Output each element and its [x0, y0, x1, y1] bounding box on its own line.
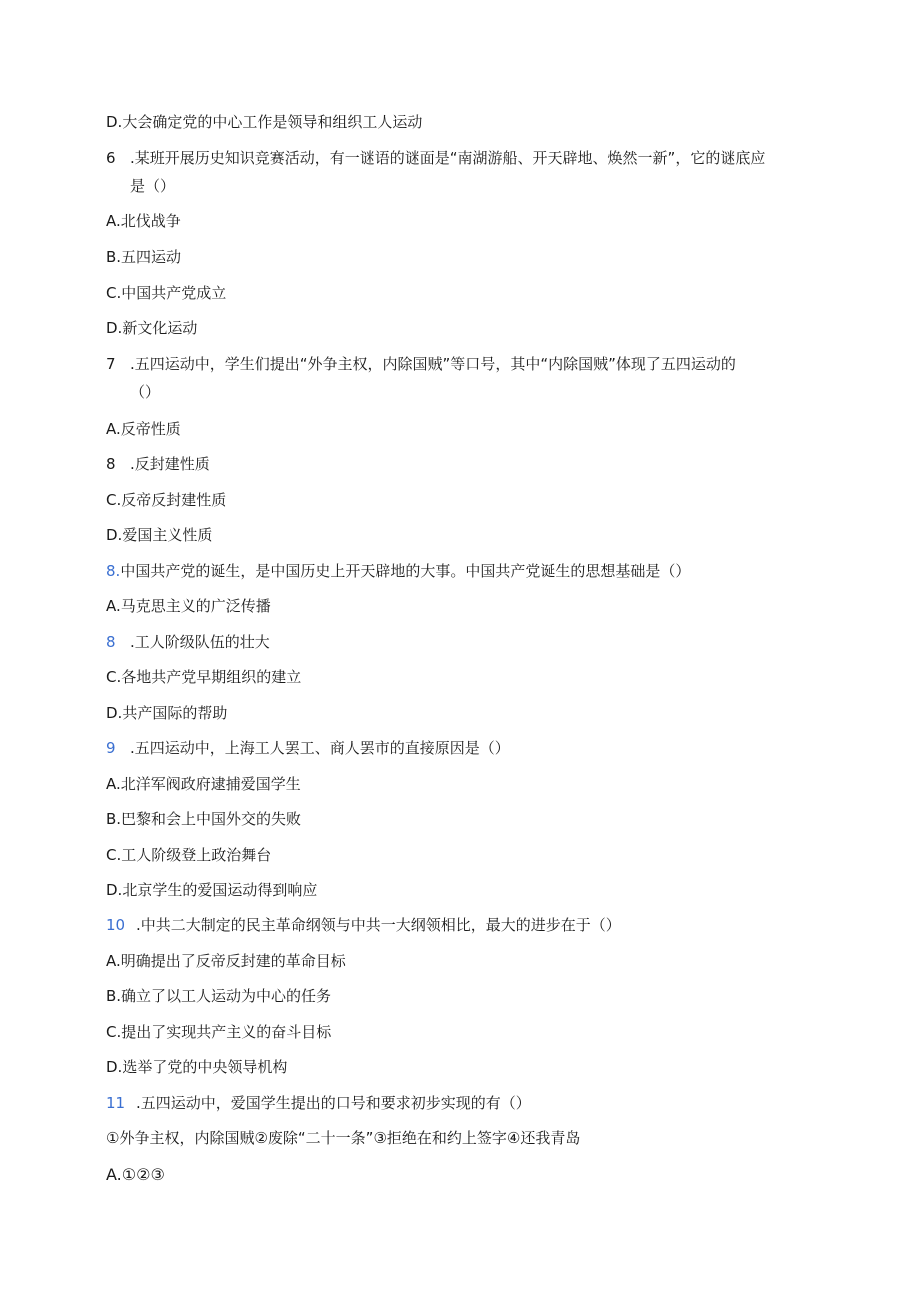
q7-text: .五四运动中，学生们提出“外争主权，内除国贼”等口号，其中“内除国贼”体现了五四运动的 [130, 355, 736, 373]
q10-number: 10 [106, 916, 126, 934]
q10-option-a: A.明确提出了反帝反封建的革命目标 [106, 952, 346, 970]
q7-option-d: D.爱国主义性质 [106, 526, 213, 544]
q8-number: 8. [106, 562, 121, 580]
q7-stem [106, 354, 736, 374]
q9-option-d: D.北京学生的爱国运动得到响应 [106, 881, 318, 899]
q8-option-c: C.各地共产党早期组织的建立 [106, 668, 302, 686]
q9-option-a: A.北洋军阀政府逮捕爱国学生 [106, 775, 301, 793]
q10-stem [106, 915, 621, 935]
q8-option-a: A.马克思主义的广泛传播 [106, 597, 271, 615]
q6-text: .某班开展历史知识竞赛活动，有一谜语的谜面是“南湖游船、开天辟地、焕然一新”，它的谜底应 [130, 149, 766, 167]
q11-text: .五四运动中，爱国学生提出的口号和要求初步实现的有（） [136, 1094, 531, 1112]
q10-option-b: B.确立了以工人运动为中心的任务 [106, 987, 332, 1005]
q8-option-b-text: .工人阶级队伍的壮大 [130, 633, 270, 651]
q6-option-c: C.中国共产党成立 [106, 284, 227, 302]
q9-option-c: C.工人阶级登上政治舞台 [106, 846, 272, 864]
q9-number: 9 [106, 739, 116, 757]
q11-option-a: A.①②③ [106, 1165, 165, 1184]
q11-number: 11 [106, 1094, 126, 1112]
q8-option-b [106, 632, 270, 652]
q7-number: 7 [106, 355, 116, 373]
q6-number: 6 [106, 149, 116, 167]
q5-option-d: D.大会确定党的中心工作是领导和组织工人运动 [106, 113, 423, 131]
q11-stem [106, 1093, 531, 1113]
q6-option-d: D.新文化运动 [106, 319, 198, 337]
q6-stem-continued: 是（） [130, 177, 176, 195]
q6-stem [106, 148, 765, 168]
q11-items: ①外争主权，内除国贼②废除“二十一条”③拒绝在和约上签字④还我青岛 [106, 1129, 581, 1147]
q9-stem [106, 738, 510, 758]
q6-option-b: B.五四运动 [106, 248, 182, 266]
q7-option-b [106, 454, 210, 474]
q8-stem [106, 561, 690, 581]
q7-stem-continued: （） [130, 383, 161, 401]
q10-option-c: C.提出了实现共产主义的奋斗目标 [106, 1023, 332, 1041]
q8-option-b-number: 8 [106, 633, 116, 651]
q7-option-b-text: .反封建性质 [130, 455, 210, 473]
q7-option-c: C.反帝反封建性质 [106, 491, 227, 509]
q9-option-b: B.巴黎和会上中国外交的失败 [106, 810, 302, 828]
q8-option-d: D.共产国际的帮助 [106, 704, 228, 722]
q10-text: .中共二大制定的民主革命纲领与中共一大纲领相比，最大的进步在于（） [136, 916, 621, 934]
q8-text: 中国共产党的诞生，是中国历史上开天辟地的大事。中国共产党诞生的思想基础是（） [120, 562, 691, 580]
q10-option-d: D.选举了党的中央领导机构 [106, 1058, 288, 1076]
q6-option-a: A.北伐战争 [106, 212, 181, 230]
q7-option-a: A.反帝性质 [106, 420, 181, 438]
q9-text: .五四运动中，上海工人罢工、商人罢市的直接原因是（） [130, 739, 510, 757]
q7-option-b-number: 8 [106, 455, 116, 473]
